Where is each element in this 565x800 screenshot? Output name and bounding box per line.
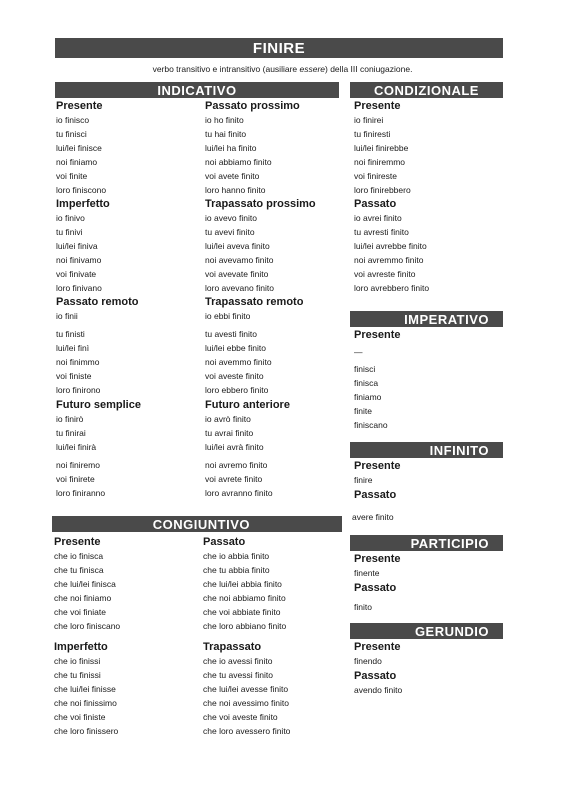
- tense-block-indicativo-trapassato-remoto: [205, 296, 303, 397]
- tense-title: Futuro anteriore: [205, 399, 290, 411]
- conjugation-form: che lui/lei abbia finito: [203, 579, 282, 589]
- tense-block-congiuntivo-trapassato: [203, 641, 290, 738]
- conjugation-form: che voi abbiate finito: [203, 607, 281, 617]
- conjugation-form: voi finite: [56, 171, 88, 181]
- conjugation-form: voi finirete: [56, 474, 95, 484]
- tense-title: Presente: [354, 641, 401, 653]
- section-bar-infinito: INFINITO: [350, 442, 503, 458]
- conjugation-form: lui/lei finì: [56, 343, 90, 353]
- conjugation-form: io finivo: [56, 213, 85, 223]
- conjugation-form: loro avevano finito: [205, 283, 274, 293]
- conjugation-form: tu avresti finito: [354, 227, 409, 237]
- auxiliary-verb: essere: [299, 64, 326, 74]
- conjugation-list: [54, 654, 118, 738]
- conjugation-list: [205, 412, 290, 500]
- tense-block-condizionale-passato: [354, 198, 429, 295]
- conjugation-form: io avrei finito: [354, 213, 402, 223]
- tense-block-indicativo-futuro-anteriore: [205, 399, 290, 500]
- section-bar-participio: PARTICIPIO: [350, 535, 503, 551]
- conjugation-list: [56, 211, 110, 295]
- conjugation-form: lui/lei avrà finito: [205, 442, 264, 452]
- tense-title: Presente: [56, 100, 103, 112]
- conjugation-form: finente: [354, 568, 380, 578]
- tense-title: Passato prossimo: [205, 100, 300, 112]
- tense-block-indicativo-trapassato-prossimo: [205, 198, 316, 295]
- conjugation-form: voi avreste finito: [354, 269, 416, 279]
- conjugation-form: tu finisci: [56, 129, 87, 139]
- conjugation-form: che io avessi finito: [203, 656, 273, 666]
- conjugation-list: [203, 654, 290, 738]
- conjugation-list: [56, 113, 106, 197]
- conjugation-form: lui/lei avrebbe finito: [354, 241, 427, 251]
- conjugation-list: [354, 654, 400, 668]
- tense-title: Passato: [354, 489, 397, 501]
- conjugation-form: noi avemmo finito: [205, 357, 272, 367]
- conjugation-form: tu avrai finito: [205, 428, 254, 438]
- conjugation-form: tu hai finito: [205, 129, 247, 139]
- conjugation-form: finisci: [354, 364, 376, 374]
- conjugation-form: finiamo: [354, 392, 382, 402]
- conjugation-form: loro ebbero finito: [205, 385, 269, 395]
- tense-title: Presente: [354, 329, 401, 341]
- conjugation-form: che lui/lei finisca: [54, 579, 116, 589]
- conjugation-form: lui/lei aveva finito: [205, 241, 270, 251]
- conjugation-form: lui/lei finiva: [56, 241, 98, 251]
- conjugation-form: noi finiamo: [56, 157, 98, 167]
- tense-block-infinito-passato: [354, 489, 396, 502]
- conjugation-form: che noi abbiamo finito: [203, 593, 286, 603]
- conjugation-form: noi finimmo: [56, 357, 100, 367]
- conjugation-form: loro finivano: [56, 283, 102, 293]
- conjugation-form: lui/lei finisce: [56, 143, 102, 153]
- conjugation-form: che noi avessimo finito: [203, 698, 289, 708]
- verb-title-bar: [55, 38, 503, 58]
- verb-subtitle: verbo transitivo e intransitivo (ausiliare essere) della III coniugazione.: [152, 64, 413, 74]
- tense-block-infinito-presente: [354, 460, 400, 487]
- tense-title: Trapassato remoto: [205, 296, 304, 308]
- tense-block-condizionale-presente: [354, 100, 411, 197]
- conjugation-form: avere finito: [352, 512, 394, 522]
- section-bar-condizionale: CONDIZIONALE: [350, 82, 503, 98]
- conjugation-list: [354, 211, 429, 295]
- conjugation-form: che io finisca: [54, 551, 104, 561]
- conjugation-form: io finirò: [56, 414, 84, 424]
- conjugation-list: [352, 510, 394, 524]
- conjugation-form: che loro avessero finito: [203, 726, 291, 736]
- infinito-passato-form: [352, 510, 394, 524]
- conjugation-form: tu avesti finito: [205, 329, 257, 339]
- conjugation-form: tu finirai: [56, 428, 86, 438]
- conjugation-form: io finisco: [56, 115, 90, 125]
- conjugation-form: voi avevate finito: [205, 269, 269, 279]
- conjugation-form: che tu finisca: [54, 565, 104, 575]
- section-bar-gerundio: GERUNDIO: [350, 623, 503, 639]
- conjugation-form: lui/lei finirà: [56, 442, 97, 452]
- conjugation-list: [354, 473, 400, 487]
- conjugation-form: noi finiremmo: [354, 157, 406, 167]
- conjugation-list: [205, 113, 300, 197]
- conjugation-form: che lui/lei avesse finito: [203, 684, 289, 694]
- conjugation-form: che tu finissi: [54, 670, 101, 680]
- conjugation-form: loro finiscono: [56, 185, 107, 195]
- conjugation-form: che voi finiate: [54, 607, 106, 617]
- tense-block-congiuntivo-presente: [54, 536, 120, 633]
- conjugation-list: [205, 211, 316, 295]
- conjugation-form: finito: [354, 602, 372, 612]
- conjugation-form: —: [354, 347, 363, 357]
- conjugation-form: finire: [354, 475, 373, 485]
- conjugation-list: [354, 113, 411, 197]
- conjugation-form: che io abbia finito: [203, 551, 270, 561]
- conjugation-form: che noi finissimo: [54, 698, 117, 708]
- tense-title: Trapassato prossimo: [205, 198, 316, 210]
- tense-title: Passato: [354, 198, 397, 210]
- tense-block-gerundio-presente: [354, 641, 400, 668]
- tense-block-congiuntivo-imperfetto: [54, 641, 118, 738]
- tense-title: Passato remoto: [56, 296, 139, 308]
- conjugation-form: che voi aveste finito: [203, 712, 278, 722]
- conjugation-list: [354, 600, 396, 614]
- conjugation-form: io ebbi finito: [205, 311, 251, 321]
- conjugation-form: che loro abbiano finito: [203, 621, 287, 631]
- conjugation-form: finendo: [354, 656, 382, 666]
- conjugation-form: lui/lei ebbe finito: [205, 343, 266, 353]
- conjugation-form: finiscano: [354, 420, 388, 430]
- conjugation-list: [354, 683, 402, 697]
- conjugation-form: lui/lei ha finito: [205, 143, 257, 153]
- conjugation-form: voi finireste: [354, 171, 397, 181]
- tense-title: Presente: [354, 100, 401, 112]
- conjugation-form: noi avremmo finito: [354, 255, 424, 265]
- conjugation-form: voi avete finito: [205, 171, 260, 181]
- tense-title: Passato: [354, 582, 397, 594]
- tense-title: Presente: [354, 460, 401, 472]
- tense-block-congiuntivo-passato: [203, 536, 286, 633]
- tense-title: Passato: [354, 670, 397, 682]
- conjugation-list: [56, 412, 141, 500]
- tense-title: Presente: [54, 536, 101, 548]
- conjugation-form: loro finirono: [56, 385, 101, 395]
- section-bar-indicativo: INDICATIVO: [55, 82, 339, 98]
- section-bar-imperativo: IMPERATIVO: [350, 311, 503, 327]
- conjugation-form: lui/lei finirebbe: [354, 143, 409, 153]
- tense-block-indicativo-futuro-semplice: [56, 399, 141, 500]
- conjugation-form: loro finiranno: [56, 488, 106, 498]
- conjugation-form: io avevo finito: [205, 213, 257, 223]
- conjugation-form: finite: [354, 406, 372, 416]
- section-bar-congiuntivo: CONGIUNTIVO: [52, 516, 342, 532]
- conjugation-form: loro avranno finito: [205, 488, 273, 498]
- conjugation-list: [354, 345, 400, 432]
- conjugation-form: noi finivamo: [56, 255, 102, 265]
- conjugation-form: io finirei: [354, 115, 384, 125]
- conjugation-form: noi abbiamo finito: [205, 157, 272, 167]
- conjugation-list: [56, 309, 139, 397]
- conjugation-list: [203, 549, 286, 633]
- conjugation-form: che io finissi: [54, 656, 101, 666]
- conjugation-form: che voi finiste: [54, 712, 106, 722]
- tense-title: Imperfetto: [54, 641, 108, 653]
- conjugation-form: loro finirebbero: [354, 185, 411, 195]
- conjugation-form: io finii: [56, 311, 78, 321]
- tense-block-indicativo-imperfetto: [56, 198, 110, 295]
- conjugation-form: tu finivi: [56, 227, 83, 237]
- tense-block-gerundio-passato: [354, 670, 402, 697]
- conjugation-form: che loro finissero: [54, 726, 119, 736]
- tense-title: Trapassato: [203, 641, 262, 653]
- conjugation-form: noi avremo finito: [205, 460, 268, 470]
- conjugation-form: io ho finito: [205, 115, 244, 125]
- conjugation-list: [54, 549, 120, 633]
- tense-block-participio-presente: [354, 553, 400, 580]
- conjugation-form: finisca: [354, 378, 379, 388]
- conjugation-form: noi avevamo finito: [205, 255, 274, 265]
- tense-block-imperativo-presente: [354, 329, 400, 432]
- conjugation-form: avendo finito: [354, 685, 403, 695]
- conjugation-form: voi aveste finito: [205, 371, 264, 381]
- verb-title: FINIRE: [252, 39, 306, 57]
- conjugation-form: io avrò finito: [205, 414, 251, 424]
- tense-title: Passato: [203, 536, 246, 548]
- conjugation-form: che lui/lei finisse: [54, 684, 116, 694]
- conjugation-list: [354, 566, 400, 580]
- tense-block-indicativo-presente: [56, 100, 106, 197]
- conjugation-form: tu finisti: [56, 329, 85, 339]
- conjugation-form: che noi finiamo: [54, 593, 112, 603]
- conjugation-form: voi avrete finito: [205, 474, 263, 484]
- tense-title: Presente: [354, 553, 401, 565]
- conjugation-form: tu avevi finito: [205, 227, 255, 237]
- conjugation-form: che tu avessi finito: [203, 670, 273, 680]
- conjugation-list: [205, 309, 303, 397]
- conjugation-form: noi finiremo: [56, 460, 100, 470]
- conjugation-form: che tu abbia finito: [203, 565, 270, 575]
- tense-block-participio-passato: [354, 582, 396, 614]
- conjugation-form: voi finivate: [56, 269, 97, 279]
- tense-title: Futuro semplice: [56, 399, 141, 411]
- tense-block-indicativo-passato-remoto: [56, 296, 139, 397]
- tense-title: Imperfetto: [56, 198, 110, 210]
- conjugation-form: che loro finiscano: [54, 621, 121, 631]
- conjugation-form: loro avrebbero finito: [354, 283, 430, 293]
- tense-block-indicativo-passato-prossimo: [205, 100, 300, 197]
- conjugation-form: tu finiresti: [354, 129, 391, 139]
- conjugation-form: voi finiste: [56, 371, 92, 381]
- conjugation-form: loro hanno finito: [205, 185, 266, 195]
